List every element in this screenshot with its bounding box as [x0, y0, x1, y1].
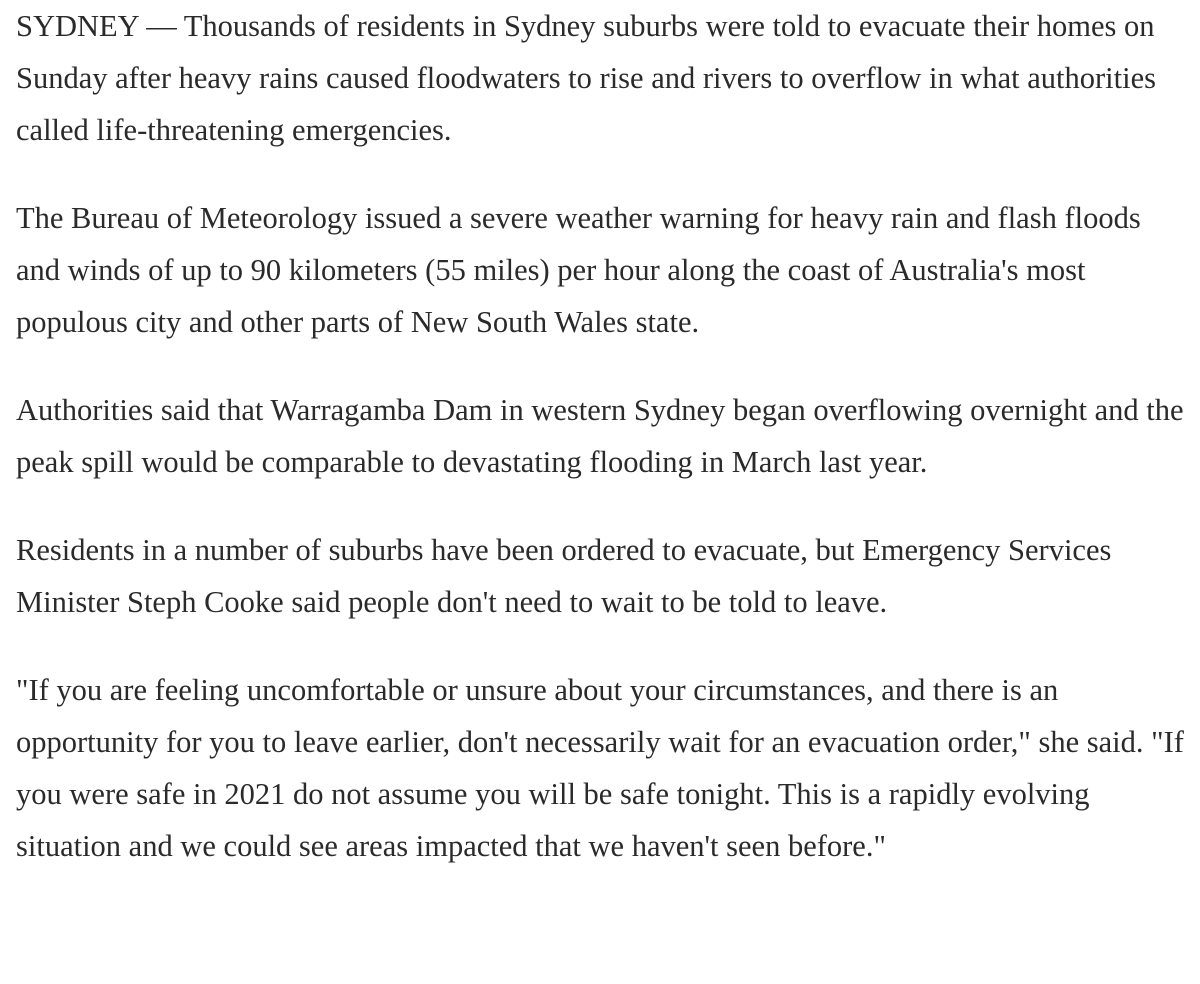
- article-paragraph: Residents in a number of suburbs have been ordered to evacuate, but Emergency Services Minister Steph Cooke said people don't need to wait to be told to leave.: [16, 533, 1112, 619]
- article-paragraph: "If you are feeling uncomfortable or unsure about your circumstances, and there is an opportunity for you to leave earlier, don't necessarily wait for an evacuation order," she said. "If you were safe in 2021 do not assume you will be safe tonight. This is a rapidly evolving situation and we could see areas impacted that we haven't seen before.": [16, 673, 1184, 863]
- article-paragraph: SYDNEY — Thousands of residents in Sydney suburbs were told to evacuate their homes on Sunday after heavy rains caused floodwaters to rise and rivers to overflow in what authorities called life-threatening emergencies.: [16, 9, 1157, 147]
- article-paragraph: The Bureau of Meteorology issued a severe weather warning for heavy rain and flash floods and winds of up to 90 kilometers (55 miles) per hour along the coast of Australia's most populous city and other parts of New South Wales state.: [16, 201, 1141, 339]
- article-paragraph: Authorities said that Warragamba Dam in western Sydney began overflowing overnight and the peak spill would be comparable to devastating flooding in March last year.: [16, 393, 1184, 479]
